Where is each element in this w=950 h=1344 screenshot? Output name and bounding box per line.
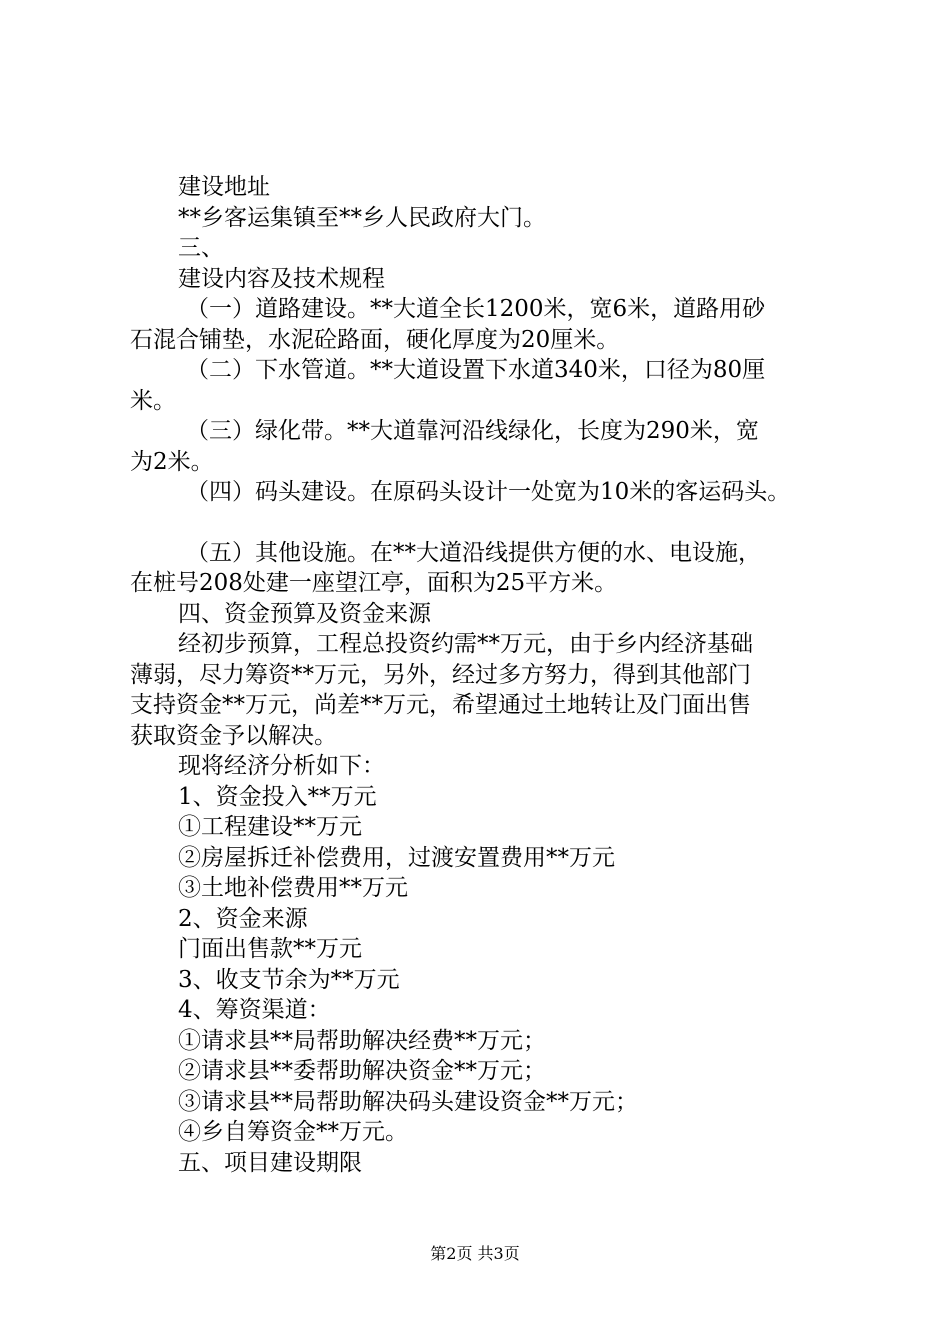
paragraph-drain-line1: （二）下水管道。**大道设置下水道340米，口径为80厘	[186, 357, 766, 383]
section-heading-period: 五、项目建设期限	[178, 1149, 362, 1176]
list-item: 4、筹资渠道：	[178, 997, 331, 1023]
paragraph-gap	[130, 508, 830, 538]
section-heading-budget: 四、资金预算及资金来源	[178, 600, 431, 627]
list-item: ②房屋拆迁补偿费用，过渡安置费用**万元	[178, 844, 615, 871]
paragraph-road-line2: 石混合铺垫，水泥砼路面，硬化厚度为20厘米。	[130, 326, 620, 353]
paragraph-dock: （四）码头建设。在原码头设计一处宽为10米的客运码头。	[186, 479, 791, 505]
paragraph-budget-line4: 获取资金予以解决。	[130, 722, 337, 749]
list-item: 2、资金来源	[178, 905, 308, 932]
paragraph-budget-line3: 支持资金**万元，尚差**万元，希望通过土地转让及门面出售	[130, 692, 751, 718]
section-number-three: 三、	[178, 235, 224, 261]
paragraph-drain-line2: 米。	[130, 387, 176, 414]
section-heading-content: 建设内容及技术规程	[178, 265, 385, 292]
list-item: ②请求县**委帮助解决资金**万元；	[178, 1058, 546, 1084]
paragraph-budget-line2: 薄弱，尽力筹资**万元，另外，经过多方努力，得到其他部门	[130, 661, 751, 688]
list-item: ①请求县**局帮助解决经费**万元；	[178, 1027, 546, 1054]
list-item: 门面出售款**万元	[178, 936, 362, 962]
list-item: ③请求县**局帮助解决码头建设资金**万元；	[178, 1088, 638, 1115]
page-footer: 第2页 共3页	[430, 1244, 520, 1263]
paragraph-green-line1: （三）绿化带。**大道靠河沿线绿化，长度为290米，宽	[186, 418, 759, 444]
paragraph-address: **乡客运集镇至**乡人民政府大门。	[178, 204, 546, 231]
paragraph-other-line2: 在桩号208处建一座望江亭，面积为25平方米。	[130, 570, 618, 596]
list-item: ④乡自筹资金**万元。	[178, 1119, 408, 1145]
paragraph-budget-line1: 经初步预算，工程总投资约需**万元，由于乡内经济基础	[178, 631, 753, 657]
paragraph-road-line1: （一）道路建设。**大道全长1200米，宽6米，道路用砂	[186, 296, 766, 322]
list-item: ③土地补偿费用**万元	[178, 875, 408, 901]
document-body	[130, 172, 830, 1178]
list-item: 3、收支节余为**万元	[178, 966, 400, 993]
paragraph-green-line2: 为2米。	[130, 448, 214, 475]
section-heading-address: 建设地址	[178, 174, 270, 200]
list-intro: 现将经济分析如下：	[178, 753, 385, 779]
list-item: 1、资金投入**万元	[178, 783, 377, 810]
list-item: ①工程建设**万元	[178, 814, 362, 840]
paragraph-other-line1: （五）其他设施。在**大道沿线提供方便的水、电设施，	[186, 539, 761, 566]
